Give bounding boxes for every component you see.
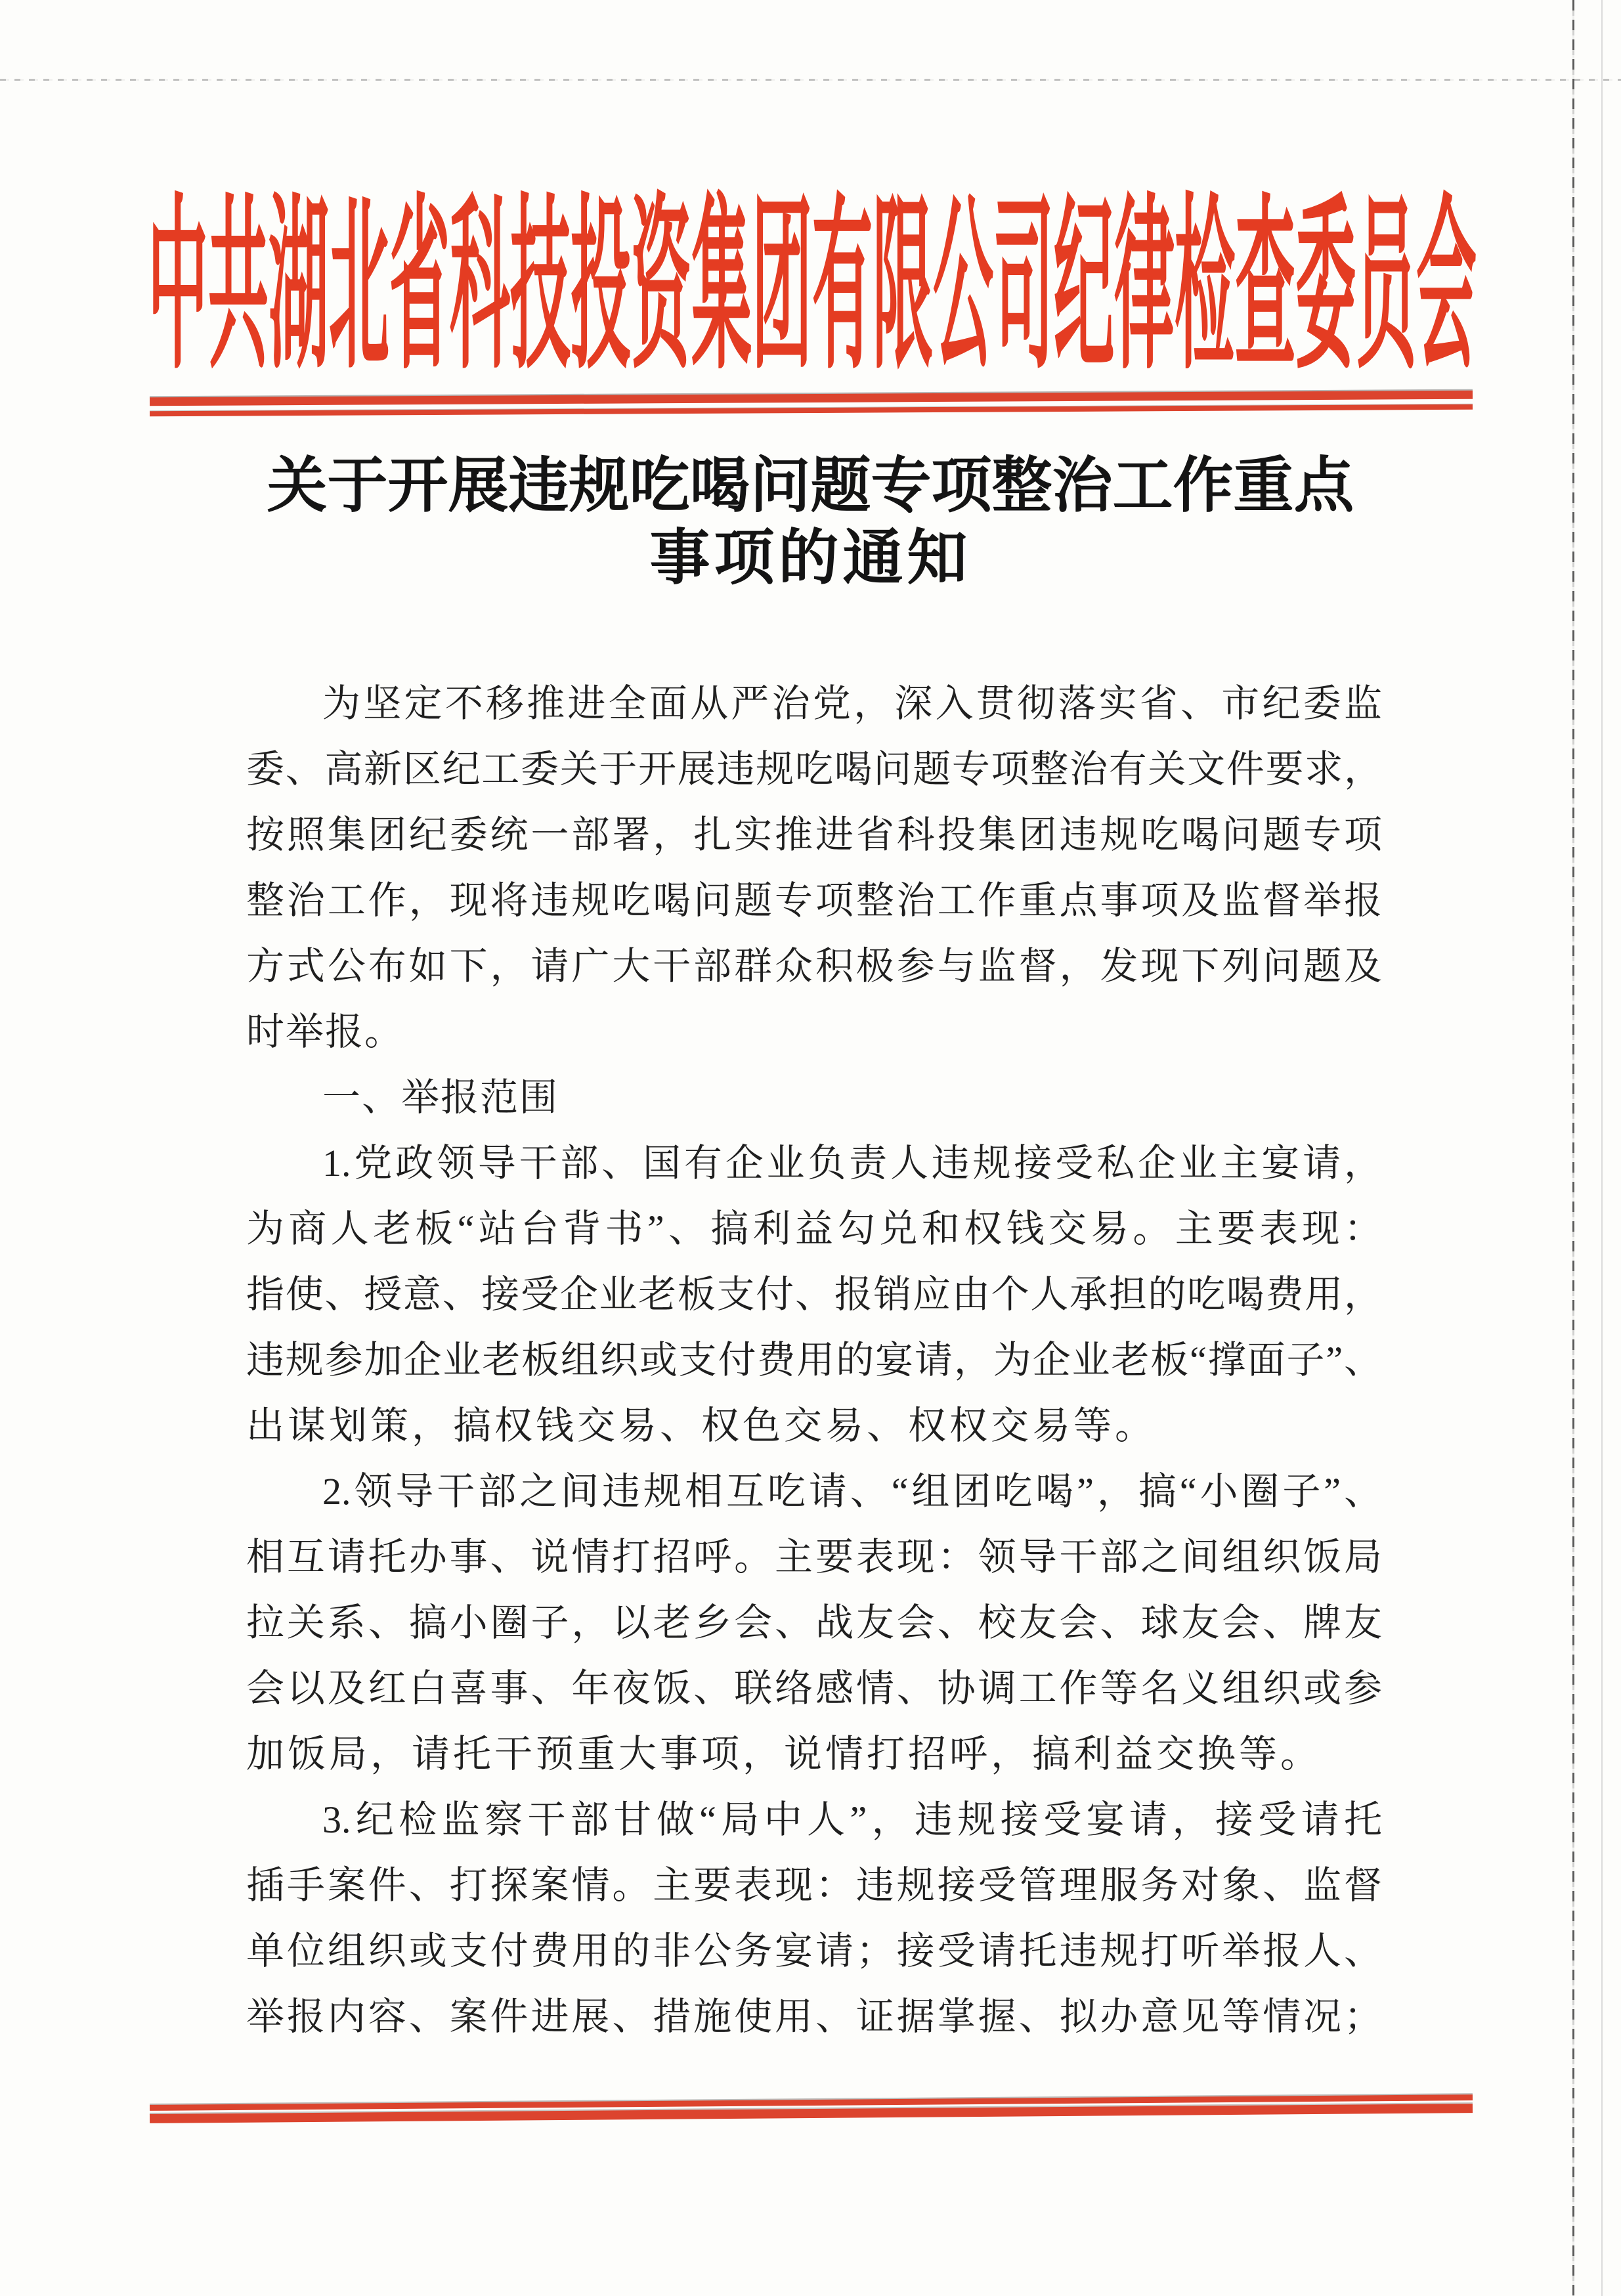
body-line: 单位组织或支付费用的非公务宴请；接受请托违规打听举报人、 [246,1930,1382,1972]
body-line: 相互请托办事、说情打招呼。主要表现：领导干部之间组织饭局 [246,1536,1382,1578]
body-line: 指使、授意、接受企业老板支付、报销应由个人承担的吃喝费用， [246,1273,1382,1316]
body-line: 出谋划策，搞权钱交易、权色交易、权权交易等。 [246,1404,1157,1447]
body-line: 为商人老板“站台背书”、搞利益勾兑和权钱交易。主要表现： [246,1207,1382,1250]
section-heading-report-scope: 一、举报范围 [322,1076,559,1119]
body-line: 3.纪检监察干部甘做“局中人”，违规接受宴请，接受请托 [322,1798,1382,1841]
body-line: 2.领导干部之间违规相互吃请、“组团吃喝”，搞“小圈子”、 [322,1470,1382,1513]
letterhead-org-name: 中共湖北省科技投资集团有限公司纪律检查委员会 [148,183,1477,391]
body-line: 加饭局，请托干预重大事项，说情打招呼，搞利益交换等。 [246,1733,1322,1775]
document-title-line2: 事项的通知 [649,525,972,592]
scan-artifact-vertical-dark-line [1572,0,1574,2296]
body-line: 1.党政领导干部、国有企业负责人违规接受私企业主宴请， [322,1142,1382,1184]
body-line: 拉关系、搞小圈子，以老乡会、战友会、校友会、球友会、牌友 [246,1601,1382,1644]
body-line: 方式公布如下，请广大干部群众积极参与监督，发现下列问题及 [246,945,1382,987]
body-line: 委、高新区纪工委关于开展违规吃喝问题专项整治有关文件要求， [246,748,1382,791]
body-line: 会以及红白喜事、年夜饭、联络感情、协调工作等名义组织或参 [246,1667,1382,1710]
document-title-line1: 关于开展违规吃喝问题专项整治工作重点 [267,452,1354,519]
body-line: 按照集团纪委统一部署，扎实推进省科投集团违规吃喝问题专项 [246,813,1382,856]
letterhead-rule-thin [150,404,1473,417]
scan-artifact-top-line [0,79,1621,81]
scan-artifact-vertical-light-line [1601,0,1603,2296]
body-line: 举报内容、案件进展、措施使用、证据掌握、拟办意见等情况； [246,1995,1382,2038]
body-line: 插手案件、打探案情。主要表现：违规接受管理服务对象、监督 [246,1864,1382,1907]
body-line: 整治工作，现将违规吃喝问题专项整治工作重点事项及监督举报 [246,879,1382,922]
body-line: 为坚定不移推进全面从严治党，深入贯彻落实省、市纪委监 [322,682,1382,725]
letterhead-rule-thick [150,391,1473,406]
body-line: 违规参加企业老板组织或支付费用的宴请，为企业老板“撑面子”、 [246,1339,1382,1381]
body-text-block [246,671,1382,2050]
body-line: 时举报。 [246,1010,404,1053]
